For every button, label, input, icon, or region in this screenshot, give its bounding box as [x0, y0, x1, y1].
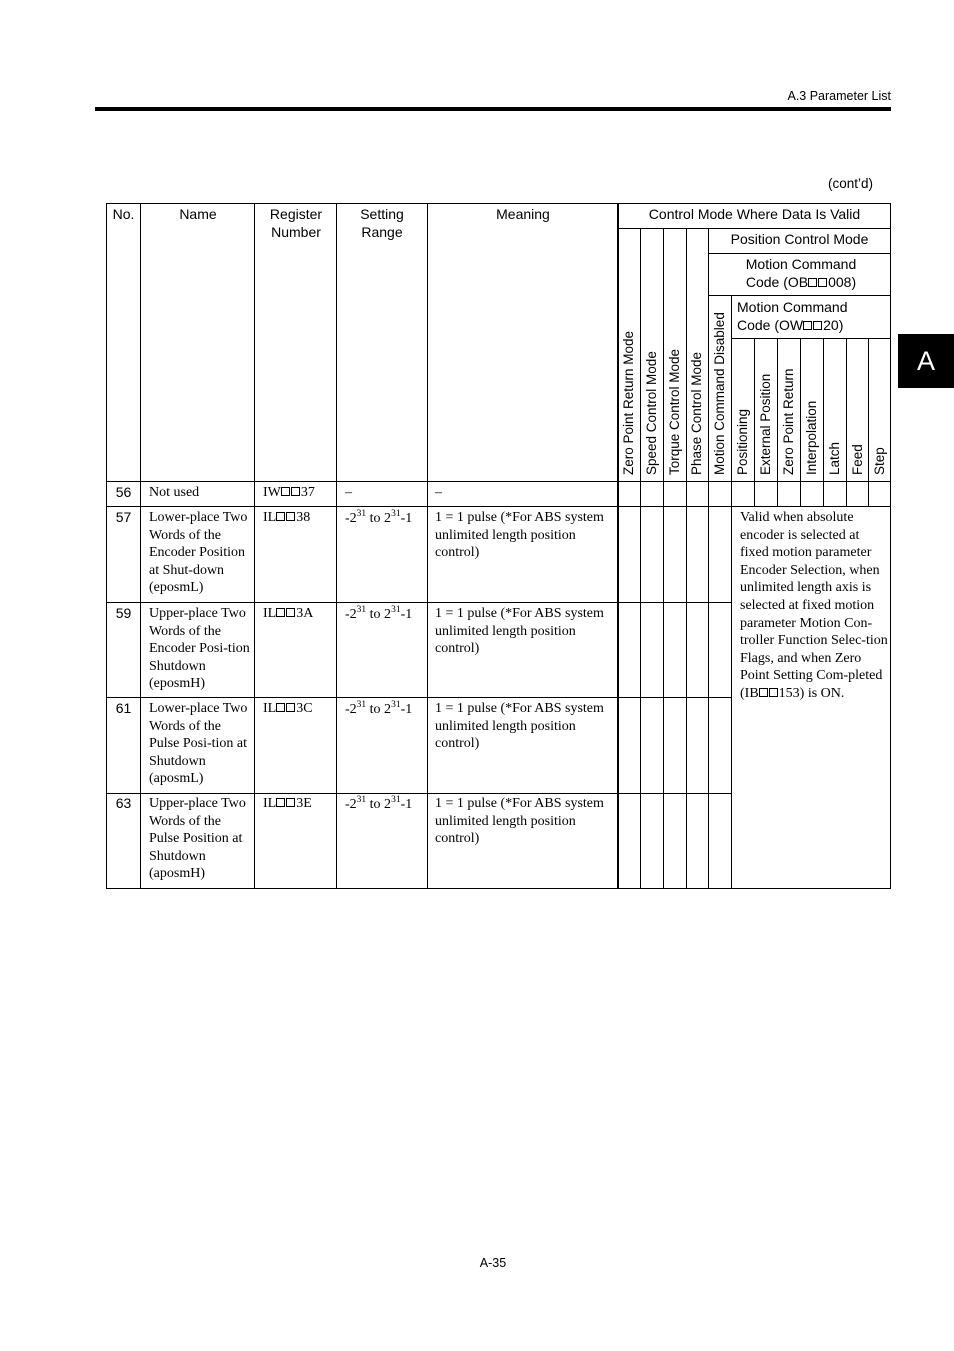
control-mode-header: Control Mode Where Data Is Valid — [648, 206, 861, 222]
row-register: IW 37 — [263, 485, 315, 500]
column-header-register-number: Register Number — [269, 206, 323, 240]
row-no: 56 — [115, 484, 132, 500]
row-meaning: 1 = 1 pulse (*For ABS system unlimited length position control) — [435, 701, 604, 752]
row-meaning: 1 = 1 pulse (*For ABS system unlimited length position control) — [435, 510, 604, 561]
row-name: Not used — [149, 485, 200, 500]
row-register: IL 3E — [263, 796, 312, 811]
row-name: Lower-place Two Words of the Pulse Posi-tion at Shutdown (aposmL) — [149, 701, 248, 787]
row-setting-range: $-2^{31}$ to $2^{31}-1$ — [345, 605, 413, 622]
row-name: Lower-place Two Words of the Encoder Position at Shut-down (eposmL) — [149, 510, 248, 596]
cmd-col-step: Step — [872, 447, 887, 475]
mode-col-motion-command-disabled: Motion Command Disabled — [712, 312, 727, 475]
mode-col-phase-control: Phase Control Mode — [689, 351, 704, 475]
cmd-col-feed: Feed — [850, 444, 865, 475]
cmd-col-interpolation: Interpolation — [804, 400, 819, 475]
cmd-col-latch: Latch — [827, 441, 842, 475]
cmd-col-positioning: Positioning — [735, 408, 750, 475]
mode-col-torque-control: Torque Control Mode — [667, 348, 682, 475]
motion-command-code-ow-header: Motion Command Code (OW 20) — [737, 299, 848, 333]
row-setting-range: $-2^{31}$ to $2^{31}-1$ — [345, 700, 413, 717]
row-name: Upper-place Two Words of the Pulse Position at Shutdown (aposmH) — [149, 796, 246, 882]
row-setting-range: $-2^{31}$ to $2^{31}-1$ — [345, 795, 413, 812]
parameter-table — [106, 203, 891, 889]
column-header-setting-range: Setting Range — [360, 206, 404, 240]
column-header-meaning: Meaning — [496, 206, 550, 222]
row-meaning: 1 = 1 pulse (*For ABS system unlimited length position control) — [435, 796, 604, 847]
mode-col-speed-control: Speed Control Mode — [644, 351, 659, 475]
motion-command-code-ob-header: Motion Command Code (OB 008) — [745, 256, 857, 290]
row-register: IL 38 — [263, 510, 311, 525]
row-no: 61 — [115, 700, 132, 716]
column-header-no: No. — [112, 206, 135, 222]
section-header: A.3 Parameter List — [787, 89, 891, 103]
row-setting-range: $-2^{31}$ to $2^{31}-1$ — [345, 509, 413, 526]
header-rule — [95, 107, 891, 111]
page-number: A-35 — [479, 1256, 507, 1270]
row-no: 57 — [115, 509, 132, 525]
position-control-mode-header: Position Control Mode — [730, 231, 869, 247]
section-tab-marker: A — [898, 334, 954, 388]
mode-col-zero-point-return: Zero Point Return Mode — [621, 330, 636, 475]
row-setting-range: – — [345, 485, 352, 500]
row-register: IL 3C — [263, 701, 313, 716]
row-meaning: 1 = 1 pulse (*For ABS system unlimited length position control) — [435, 606, 604, 657]
column-header-name: Name — [179, 206, 217, 222]
row-meaning: – — [435, 485, 442, 500]
valid-note: Valid when absolute encoder is selected at fixed motion parameter Encoder Selection, when unlimited length axis is selected at fixed motion parameter Motion Con-troller Function Selec-tion Flags, and when Zero Point Setting Com-pleted (IB 153) is ON. — [740, 510, 888, 701]
row-register: IL 3A — [263, 606, 314, 621]
cmd-col-zero-point-return: Zero Point Return — [781, 368, 796, 475]
continued-label: (cont’d) — [828, 176, 874, 191]
row-no: 63 — [115, 795, 132, 811]
row-name: Upper-place Two Words of the Encoder Posi-tion Shutdown (eposmH) — [149, 606, 250, 692]
row-no: 59 — [115, 605, 132, 621]
cmd-col-external-position: External Position — [758, 373, 773, 475]
